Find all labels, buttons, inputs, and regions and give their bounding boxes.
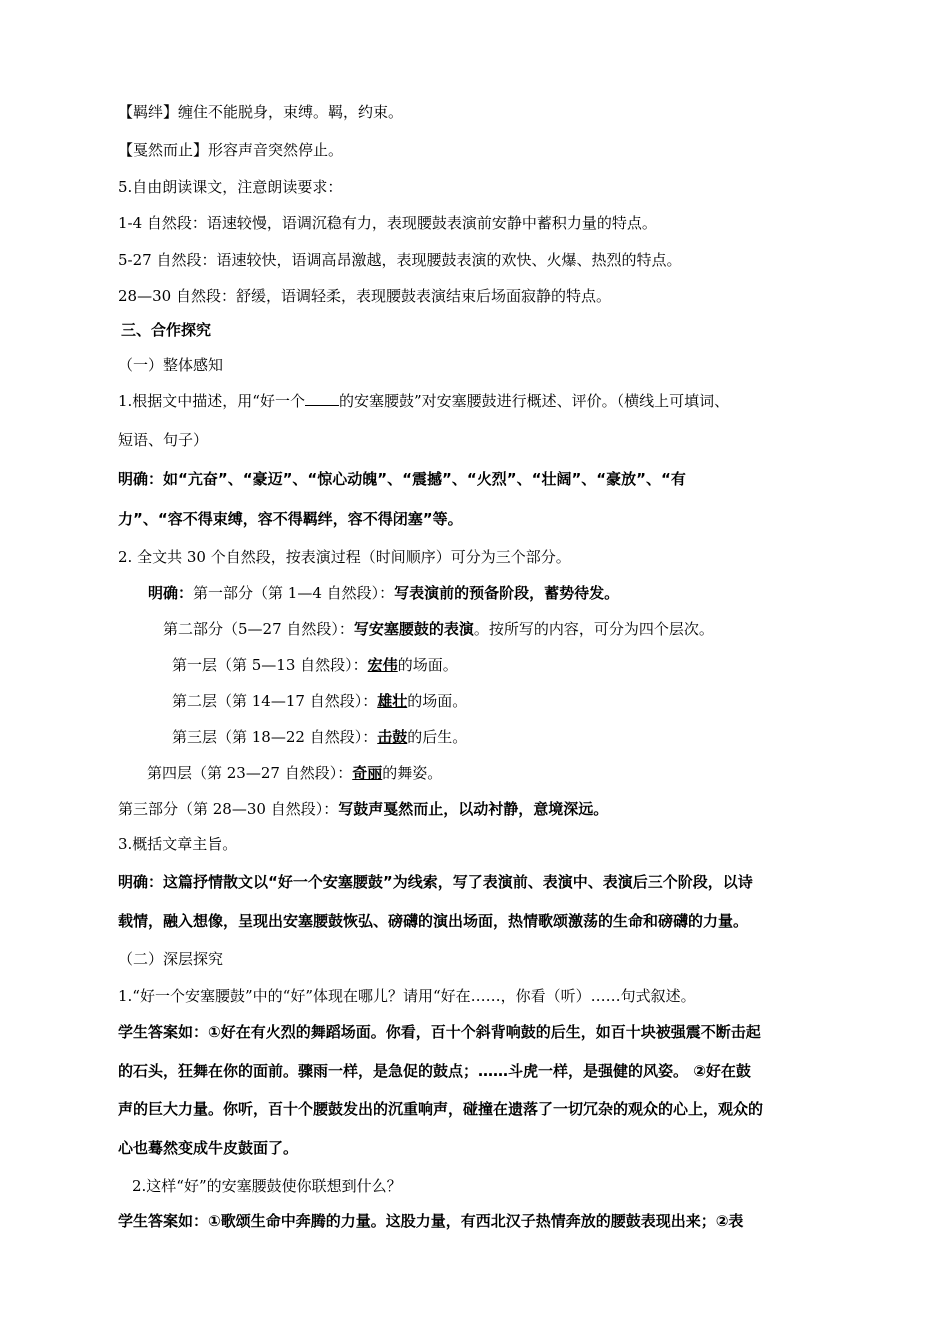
subsection-overall: （一）整体感知	[118, 356, 224, 374]
answer-4-line-3: 声的巨大力量。你听，百十个腰鼓发出的沉重响声，碰撞在遗落了一切冗杂的观众的心上，观众的	[118, 1100, 764, 1118]
layer-4: 第四层（第 23—27 自然段）：奇丽的舞姿。	[147, 764, 443, 782]
answer-4-line-4: 心也蓦然变成牛皮鼓面了。	[118, 1139, 299, 1157]
reading-req-3: 28—30 自然段：舒缓，语调轻柔，表现腰鼓表演结束后场面寂静的特点。	[118, 287, 611, 305]
gloss-jiban: 【羁绊】缠住不能脱身，束缚。羁，约束。	[118, 103, 404, 121]
question-1-cont: 短语、句子）	[118, 431, 209, 449]
subsection-deep: （二）深层探究	[118, 950, 224, 968]
section-heading-3: 三、合作探究	[121, 321, 212, 339]
answer-3-line-2: 载情，融入想像，呈现出安塞腰鼓恢弘、磅礴的演出场面，热情歌颂激荡的生命和磅礴的力量。	[118, 912, 749, 930]
answer-1-line-1: 明确：如“亢奋”、“豪迈”、“惊心动魄”、“震撼”、“火烈”、“壮阔”、“豪放”、“有	[118, 470, 686, 488]
gloss-jiaranerzhi: 【戛然而止】形容声音突然停止。	[118, 141, 344, 159]
question-3: 3.概括文章主旨。	[118, 835, 238, 853]
answer-4-line-1: 学生答案如：①好在有火烈的舞蹈场面。你看，百十个斜背响鼓的后生，如百十块被强震不断击起	[118, 1023, 761, 1041]
layer-1: 第一层（第 5—13 自然段）：宏伟的场面。	[172, 656, 458, 674]
reading-instruction: 5.自由朗读课文，注意朗读要求：	[118, 178, 343, 196]
answer-3-line-1: 明确：这篇抒情散文以“好一个安塞腰鼓”为线索，写了表演前、表演中、表演后三个阶段，以诗	[118, 873, 753, 891]
reading-req-2: 5-27 自然段：语速较快，语调高昂激越，表现腰鼓表演的欢快、火爆、热烈的特点。	[118, 251, 682, 269]
reading-req-1: 1-4 自然段：语速较慢，语调沉稳有力，表现腰鼓表演前安静中蓄积力量的特点。	[118, 214, 657, 232]
layer-3: 第三层（第 18—22 自然段）：击鼓的后生。	[172, 728, 468, 746]
part-2: 第二部分（5—27 自然段）：写安塞腰鼓的表演。按所写的内容，可分为四个层次。	[163, 620, 714, 638]
question-1: 1.根据文中描述，用“好一个 的安塞腰鼓”对安塞腰鼓进行概述、评价。（横线上可填词、	[118, 392, 730, 410]
part-1: 明确：第一部分（第 1—4 自然段）：写表演前的预备阶段，蓄势待发。	[148, 584, 620, 602]
fill-blank	[305, 391, 339, 406]
part-3: 第三部分（第 28—30 自然段）：写鼓声戛然而止，以动衬静，意境深远。	[118, 800, 609, 818]
question-5: 2.这样“好”的安塞腰鼓使你联想到什么？	[132, 1177, 402, 1195]
question-4: 1.“好一个安塞腰鼓”中的“好”体现在哪儿？请用“好在……，你看（听）……句式叙述。	[118, 987, 696, 1005]
question-2: 2. 全文共 30 个自然段，按表演过程（时间顺序）可分为三个部分。	[118, 548, 571, 566]
answer-5-line-1: 学生答案如：①歌颂生命中奔腾的力量。这股力量，有西北汉子热情奔放的腰鼓表现出来；②表	[118, 1212, 744, 1230]
answer-1-line-2: 力”、“容不得束缚，容不得羁绊，容不得闭塞”等。	[118, 510, 463, 528]
answer-4-line-2: 的石头，狂舞在你的面前。骤雨一样，是急促的鼓点；……斗虎一样，是强健的风姿。 ②好在鼓	[118, 1062, 751, 1080]
layer-2: 第二层（第 14—17 自然段）：雄壮的场面。	[172, 692, 468, 710]
